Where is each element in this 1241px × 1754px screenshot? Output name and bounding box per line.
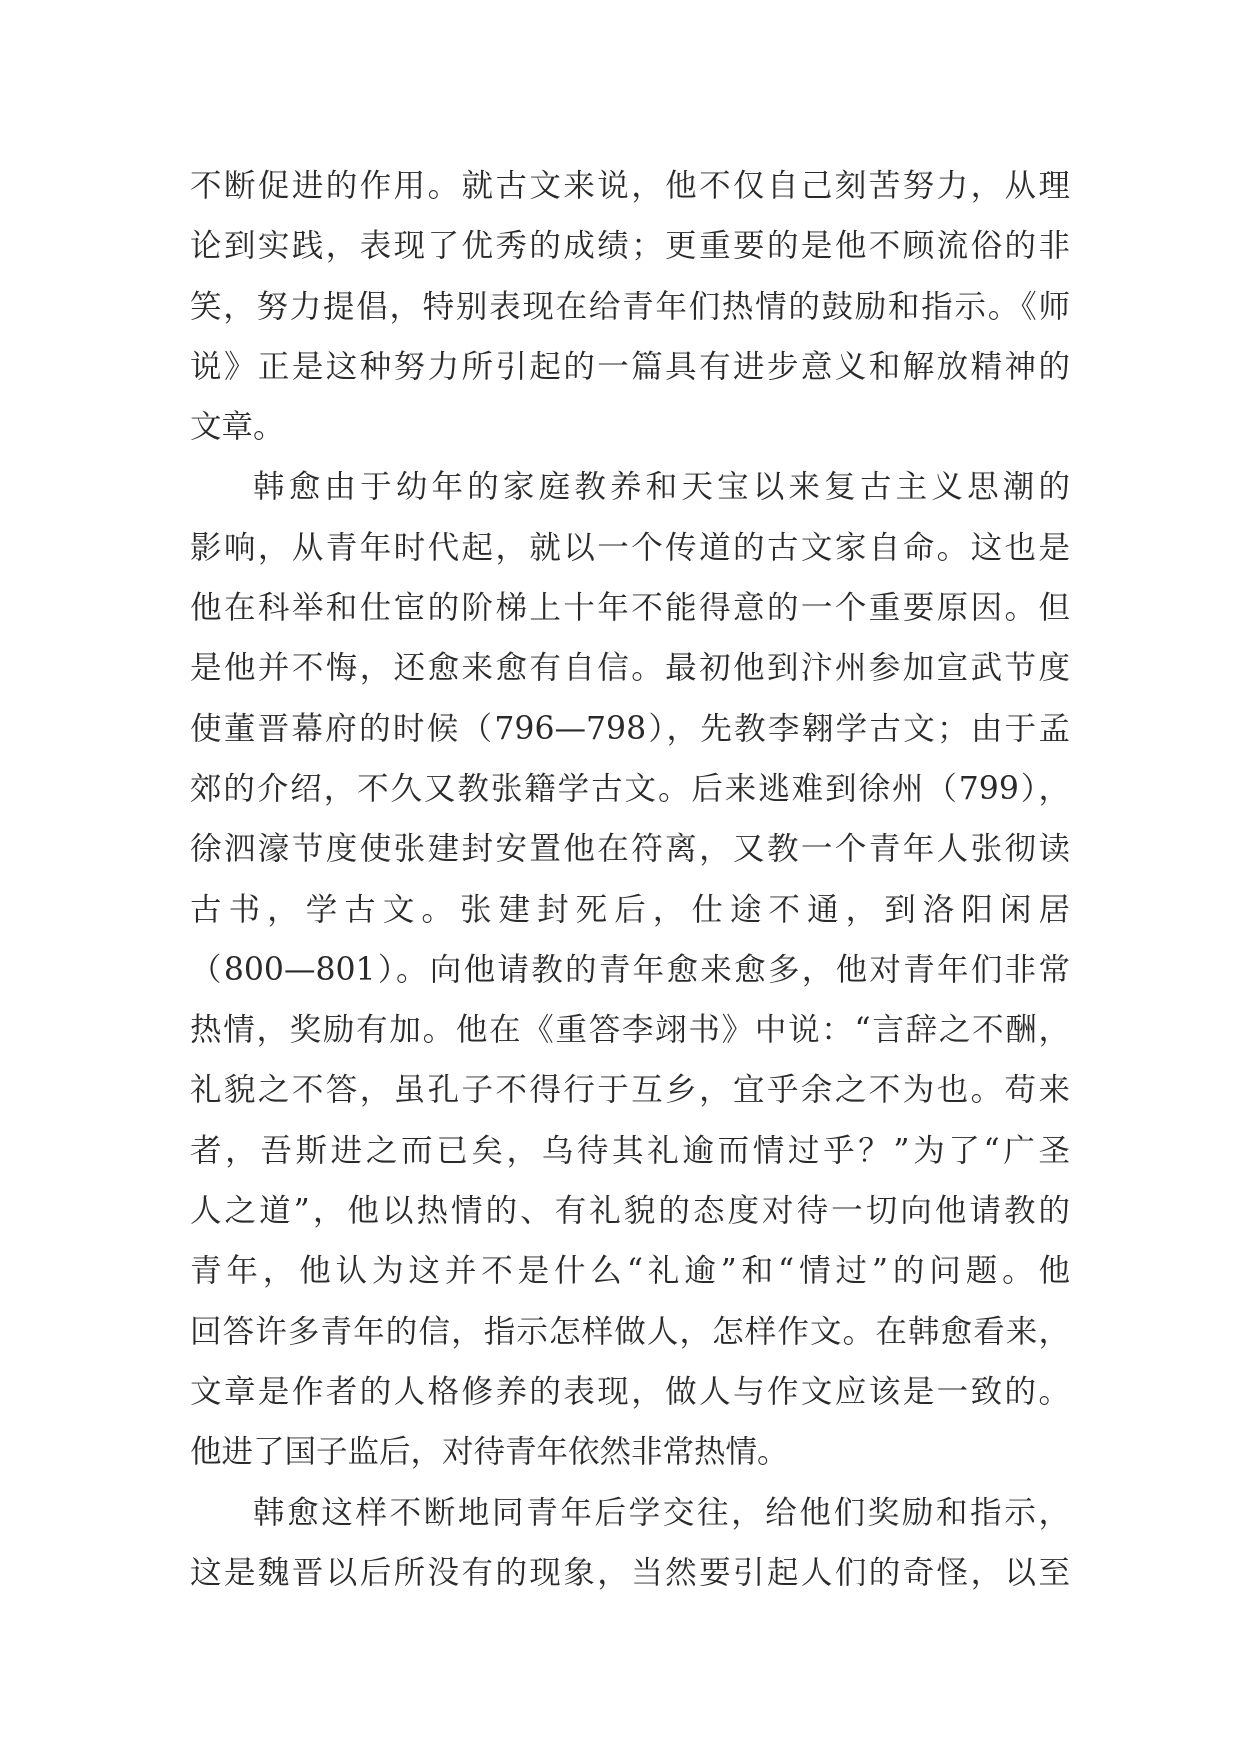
text-line: （800—801）。向他请教的青年愈来愈多，他对青年们非常 bbox=[190, 951, 1070, 988]
text-line: 人之道”，他以热情的、有礼貌的态度对待一切向他请教的 bbox=[190, 1193, 1070, 1230]
text-line: 韩愈这样不断地同青年后学交往，给他们奖励和指示， bbox=[253, 1494, 1070, 1531]
text-line: 影响，从青年时代起，就以一个传道的古文家自命。这也是 bbox=[190, 529, 1070, 566]
text-line: 文章是作者的人格修养的表现，做人与作文应该是一致的。 bbox=[190, 1373, 1070, 1410]
text-line: 青年，他认为这并不是什么“礼逾”和“情过”的问题。他 bbox=[190, 1253, 1070, 1290]
text-line: 是他并不悔，还愈来愈有自信。最初他到汴州参加宣武节度 bbox=[190, 650, 1070, 687]
text-line: 说》正是这种努力所引起的一篇具有进步意义和解放精神的 bbox=[190, 348, 1070, 385]
text-line: 论到实践，表现了优秀的成绩；更重要的是他不顾流俗的非 bbox=[190, 228, 1070, 265]
text-line: 徐泗濠节度使张建封安置他在符离，又教一个青年人张彻读 bbox=[190, 831, 1070, 868]
text-line: 使董晋幕府的时候（796—798），先教李翱学古文；由于孟 bbox=[190, 710, 1070, 747]
text-line: 笑，努力提倡，特别表现在给青年们热情的鼓励和指示。《师 bbox=[190, 288, 1070, 325]
text-line: 他在科举和仕宦的阶梯上十年不能得意的一个重要原因。但 bbox=[190, 590, 1070, 627]
text-line: 不断促进的作用。就古文来说，他不仅自己刻苦努力，从理 bbox=[190, 168, 1070, 204]
text-line: 文章。 bbox=[190, 409, 285, 446]
text-line: 礼貌之不答，虽孔子不得行于互乡，宜乎余之不为也。苟来 bbox=[190, 1072, 1070, 1109]
text-line: 热情，奖励有加。他在《重答李翊书》中说：“言辞之不酬， bbox=[190, 1012, 1070, 1049]
text-line: 韩愈由于幼年的家庭教养和天宝以来复古主义思潮的 bbox=[253, 469, 1070, 506]
text-line: 回答许多青年的信，指示怎样做人，怎样作文。在韩愈看来， bbox=[190, 1313, 1070, 1350]
text-line: 这是魏晋以后所没有的现象，当然要引起人们的奇怪，以至 bbox=[190, 1554, 1070, 1591]
text-line: 者，吾斯进之而已矣，乌待其礼逾而情过乎？”为了“广圣 bbox=[190, 1132, 1070, 1169]
body-text bbox=[190, 156, 1070, 1603]
text-line: 郊的介绍，不久又教张籍学古文。后来逃难到徐州（799）， bbox=[190, 770, 1070, 807]
text-line: 他进了国子监后，对待青年依然非常热情。 bbox=[190, 1434, 789, 1471]
text-line: 古书，学古文。张建封死后，仕途不通，到洛阳闲居 bbox=[190, 891, 1070, 928]
